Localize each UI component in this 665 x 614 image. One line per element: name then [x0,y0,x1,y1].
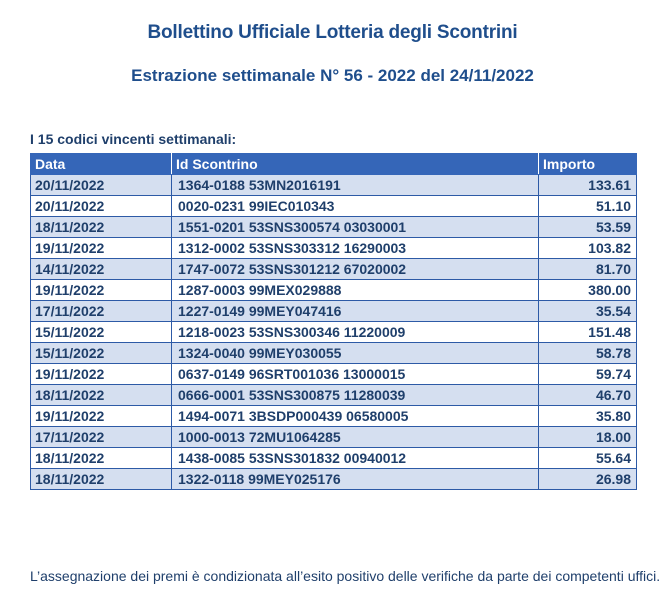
table-row [31,238,637,259]
row-amount: 59.74 [539,364,637,385]
table-row [31,196,637,217]
row-date: 19/11/2022 [31,406,172,427]
row-amount: 46.70 [539,385,637,406]
row-amount: 103.82 [539,238,637,259]
row-amount: 35.80 [539,406,637,427]
row-date: 19/11/2022 [31,238,172,259]
table-row [31,448,637,469]
table-row [31,175,637,196]
row-date: 17/11/2022 [31,301,172,322]
table-row [31,322,637,343]
row-date: 18/11/2022 [31,217,172,238]
table-row [31,343,637,364]
row-receipt-id: 1322-0118 99MEY025176 [172,469,539,490]
row-date: 20/11/2022 [31,196,172,217]
table-row [31,301,637,322]
row-receipt-id: 1218-0023 53SNS300346 11220009 [172,322,539,343]
row-amount: 53.59 [539,217,637,238]
row-amount: 51.10 [539,196,637,217]
row-amount: 26.98 [539,469,637,490]
row-amount: 81.70 [539,259,637,280]
table-caption: I 15 codici vincenti settimanali: [30,131,237,147]
row-date: 15/11/2022 [31,322,172,343]
row-receipt-id: 0637-0149 96SRT001036 13000015 [172,364,539,385]
row-date: 17/11/2022 [31,427,172,448]
row-date: 19/11/2022 [31,364,172,385]
row-receipt-id: 0666-0001 53SNS300875 11280039 [172,385,539,406]
row-amount: 35.54 [539,301,637,322]
row-receipt-id: 1000-0013 72MU1064285 [172,427,539,448]
row-amount: 380.00 [539,280,637,301]
column-header-id: Id Scontrino [172,154,539,175]
table-row [31,469,637,490]
table-row [31,280,637,301]
winning-codes-table [30,153,637,490]
row-receipt-id: 1551-0201 53SNS300574 03030001 [172,217,539,238]
row-date: 15/11/2022 [31,343,172,364]
row-receipt-id: 1287-0003 99MEX029888 [172,280,539,301]
row-amount: 151.48 [539,322,637,343]
column-header-amount: Importo [539,154,637,175]
table-row [31,364,637,385]
row-amount: 58.78 [539,343,637,364]
row-receipt-id: 0020-0231 99IEC010343 [172,196,539,217]
page-subtitle: Estrazione settimanale N° 56 - 2022 del 24/11/2022 [131,66,534,85]
table-row [31,385,637,406]
table-header-row [31,154,637,175]
row-receipt-id: 1364-0188 53MN2016191 [172,175,539,196]
row-receipt-id: 1438-0085 53SNS301832 00940012 [172,448,539,469]
table-row [31,217,637,238]
row-date: 14/11/2022 [31,259,172,280]
row-receipt-id: 1324-0040 99MEY030055 [172,343,539,364]
row-date: 18/11/2022 [31,385,172,406]
row-date: 18/11/2022 [31,448,172,469]
row-receipt-id: 1494-0071 3BSDP000439 06580005 [172,406,539,427]
table-row [31,406,637,427]
row-date: 18/11/2022 [31,469,172,490]
row-date: 20/11/2022 [31,175,172,196]
row-amount: 55.64 [539,448,637,469]
row-date: 19/11/2022 [31,280,172,301]
column-header-date: Data [31,154,172,175]
footer-note: L’assegnazione dei premi è condizionata all’esito positivo delle verifiche da parte dei competenti uffici. [30,568,661,584]
row-amount: 133.61 [539,175,637,196]
row-amount: 18.00 [539,427,637,448]
row-receipt-id: 1312-0002 53SNS303312 16290003 [172,238,539,259]
page-title: Bollettino Ufficiale Lotteria degli Scontrini [147,22,518,43]
row-receipt-id: 1747-0072 53SNS301212 67020002 [172,259,539,280]
row-receipt-id: 1227-0149 99MEY047416 [172,301,539,322]
table-row [31,259,637,280]
table-row [31,427,637,448]
